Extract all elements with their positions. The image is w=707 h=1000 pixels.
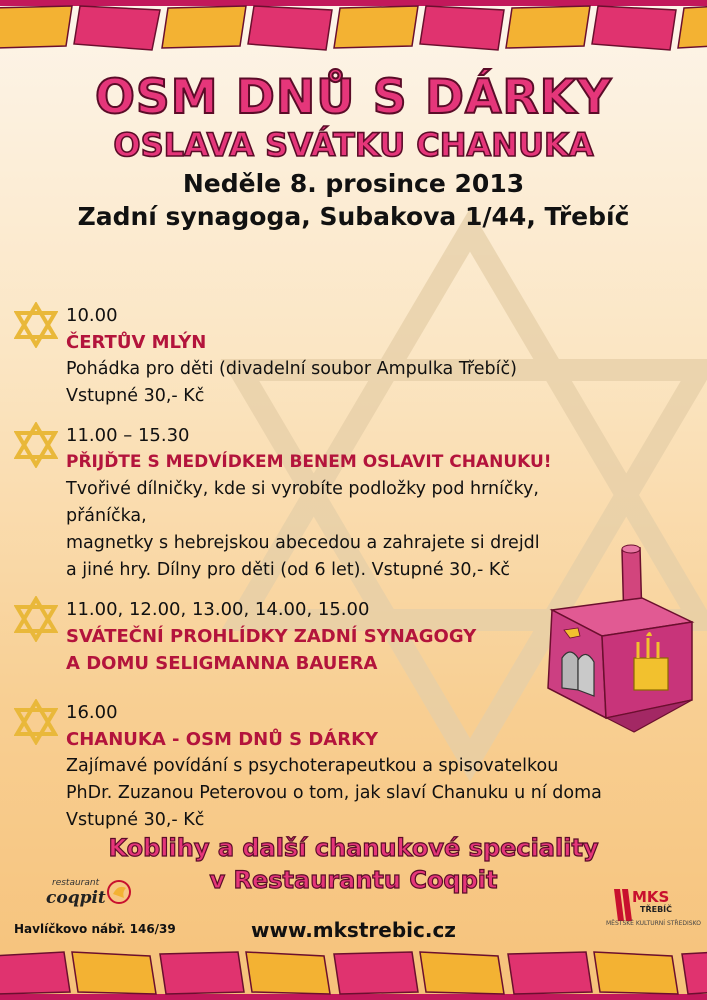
star-of-david-icon	[14, 596, 58, 642]
star-of-david-icon	[14, 422, 58, 468]
rooster-icon	[104, 878, 134, 906]
program-price: Vstupné 30,- Kč	[66, 810, 205, 830]
mks-subtitle: MĚSTSKÉ KULTURNÍ STŘEDISKO	[606, 920, 701, 927]
star-of-david-icon	[14, 699, 58, 745]
program-title: SVÁTEČNÍ PROHLÍDKY ZADNÍ SYNAGOGY	[66, 626, 477, 647]
bottom-bunting-border	[0, 942, 707, 1000]
program-time: 16.00	[66, 702, 118, 723]
restaurant-address: Havlíčkovo nábř. 146/39	[14, 922, 176, 936]
program-time: 11.00, 12.00, 13.00, 14.00, 15.00	[66, 599, 370, 620]
event-venue: Zadní synagoga, Subakova 1/44, Třebíč	[77, 201, 630, 231]
event-date: Neděle 8. prosince 2013	[182, 169, 525, 199]
promo-line: Koblihy a další chanukové speciality	[108, 834, 599, 862]
program-title: ČERTŮV MLÝN	[66, 332, 207, 353]
mks-name: MKS	[632, 888, 670, 906]
logo-name: coqpit	[46, 888, 106, 908]
program-description: Pohádka pro děti (divadelní soubor Ampulka Třebíč)	[66, 359, 517, 379]
coqpit-logo	[40, 878, 150, 918]
program-description: Tvořivé dílničky, kde si vyrobíte podložky pod hrníčky, přáníčka,	[66, 479, 539, 526]
program-description: a jiné hry. Dílny pro děti (od 6 let). Vstupné 30,- Kč	[66, 560, 510, 580]
program-time: 10.00	[66, 305, 118, 326]
logo-label: restaurant	[52, 878, 100, 888]
program-time: 11.00 – 15.30	[66, 425, 190, 446]
program-item	[14, 302, 614, 410]
poster-header	[0, 72, 707, 233]
top-bunting-border	[0, 0, 707, 58]
dreidel-illustration	[522, 540, 702, 735]
mks-city: TŘEBÍČ	[640, 905, 673, 914]
poster-subtitle: OSLAVA SVÁTKU CHANUKA	[113, 125, 594, 164]
website-url: www.mkstrebic.cz	[251, 918, 456, 942]
program-price: Vstupné 30,- Kč	[66, 386, 205, 406]
star-of-david-icon	[14, 302, 58, 348]
program-title: A DOMU SELIGMANNA BAUERA	[66, 653, 378, 674]
program-description: Zajímavé povídání s psychoterapeutkou a spisovatelkou	[66, 756, 559, 776]
promo-line: v Restaurantu Coqpit	[209, 866, 498, 895]
program-description: magnetky s hebrejskou abecedou a zahrajete si drejdl	[66, 533, 540, 553]
program-title: PŘIJĎTE S MEDVÍDKEM BENEM OSLAVIT CHANUKU!	[66, 452, 552, 472]
program-title: CHANUKA - OSM DNŮ S DÁRKY	[66, 729, 379, 750]
poster-title: OSM DNŮ S DÁRKY	[94, 70, 613, 125]
program-description: PhDr. Zuzanou Peterovou o tom, jak slaví Chanuku u ní doma	[66, 783, 602, 803]
